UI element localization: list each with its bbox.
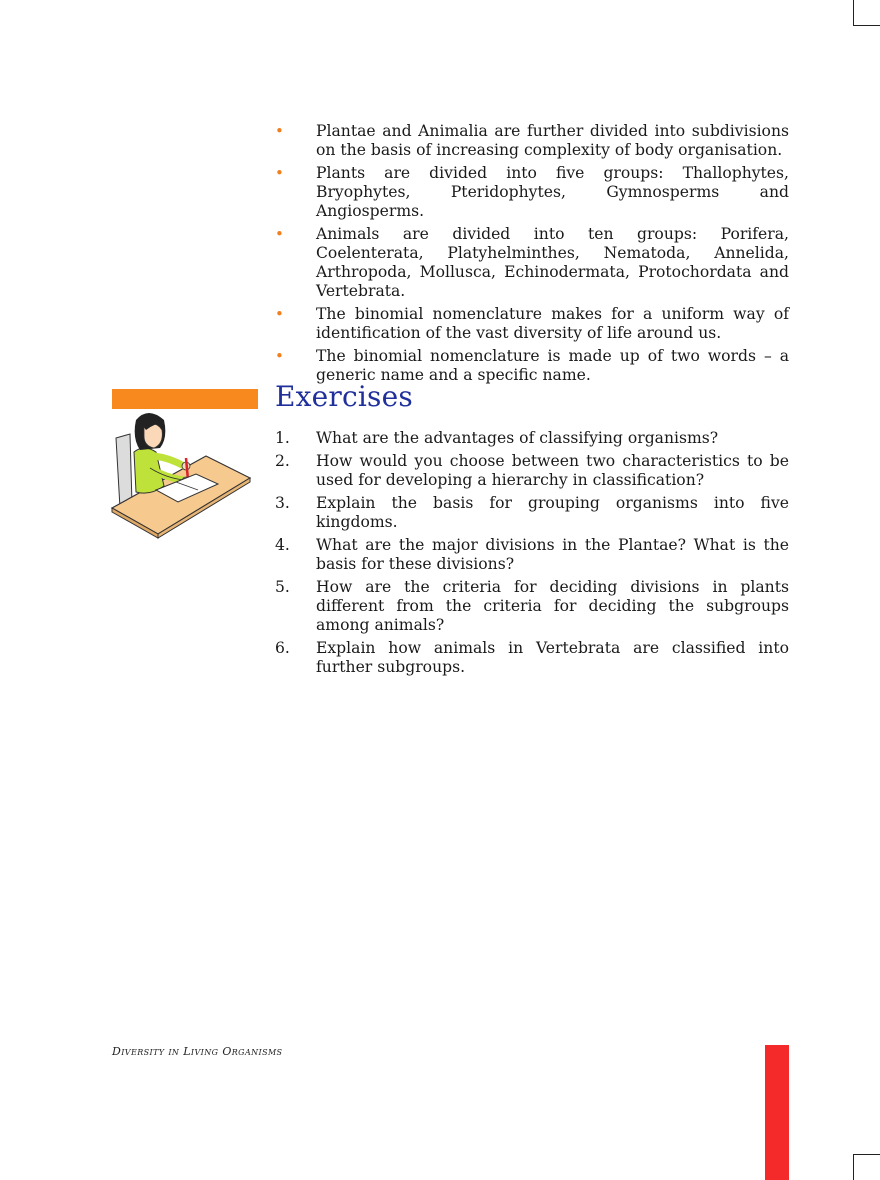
summary-item bbox=[275, 305, 789, 343]
bullet-icon: • bbox=[275, 305, 284, 323]
summary-text: The binomial nomenclature makes for a uniform way of identification of the vast diversity of life around us. bbox=[316, 305, 789, 342]
bullet-icon: • bbox=[275, 225, 284, 243]
exercises-heading: Exercises bbox=[275, 380, 413, 413]
exercise-list bbox=[275, 429, 789, 681]
exercise-number: 3. bbox=[275, 494, 290, 512]
exercise-item bbox=[275, 429, 789, 448]
exercise-text: Explain the basis for grouping organisms into five kingdoms. bbox=[316, 494, 789, 531]
summary-text: Animals are divided into ten groups: Porifera, Coelenterata, Platyhelminthes, Nematoda, Annelida, Arthropoda, Mollusca, Echinodermata, Protochordata and Vertebrata. bbox=[316, 225, 789, 300]
exercise-number: 5. bbox=[275, 578, 290, 596]
bullet-icon: • bbox=[275, 122, 284, 140]
exercise-text: What are the major divisions in the Plantae? What is the basis for these divisions? bbox=[316, 536, 789, 573]
exercise-item bbox=[275, 578, 789, 635]
summary-list bbox=[275, 122, 789, 389]
bullet-icon: • bbox=[275, 347, 284, 365]
exercise-text: Explain how animals in Vertebrata are classified into further subgroups. bbox=[316, 639, 789, 676]
running-footer-title: Diversity in Living Organisms bbox=[112, 1045, 283, 1058]
exercise-item bbox=[275, 639, 789, 677]
exercise-text: How would you choose between two characteristics to be used for developing a hierarchy in classification? bbox=[316, 452, 789, 489]
summary-text: Plantae and Animalia are further divided into subdivisions on the basis of increasing complexity of body organisation. bbox=[316, 122, 789, 159]
summary-item bbox=[275, 225, 789, 301]
section-accent-bar bbox=[112, 389, 258, 409]
crop-mark-top-right bbox=[853, 0, 880, 26]
summary-text: The binomial nomenclature is made up of two words – a generic name and a specific name. bbox=[316, 347, 789, 384]
exercise-number: 4. bbox=[275, 536, 290, 554]
summary-text: Plants are divided into five groups: Thallophytes, Bryophytes, Pteridophytes, Gymnosperms and Angiosperms. bbox=[316, 164, 789, 220]
exercise-text: What are the advantages of classifying organisms? bbox=[316, 429, 719, 447]
chapter-thumb-tab bbox=[765, 1045, 789, 1180]
bullet-icon: • bbox=[275, 164, 284, 182]
crop-mark-bottom-right bbox=[853, 1154, 880, 1180]
exercise-number: 6. bbox=[275, 639, 290, 657]
exercise-number: 1. bbox=[275, 429, 290, 447]
exercise-text: How are the criteria for deciding divisions in plants different from the criteria for deciding the subgroups among animals? bbox=[316, 578, 789, 634]
summary-item bbox=[275, 122, 789, 160]
exercise-item bbox=[275, 452, 789, 490]
summary-item bbox=[275, 164, 789, 221]
exercise-item bbox=[275, 536, 789, 574]
girl-studying-illustration bbox=[110, 408, 252, 540]
exercise-number: 2. bbox=[275, 452, 290, 470]
exercise-item bbox=[275, 494, 789, 532]
